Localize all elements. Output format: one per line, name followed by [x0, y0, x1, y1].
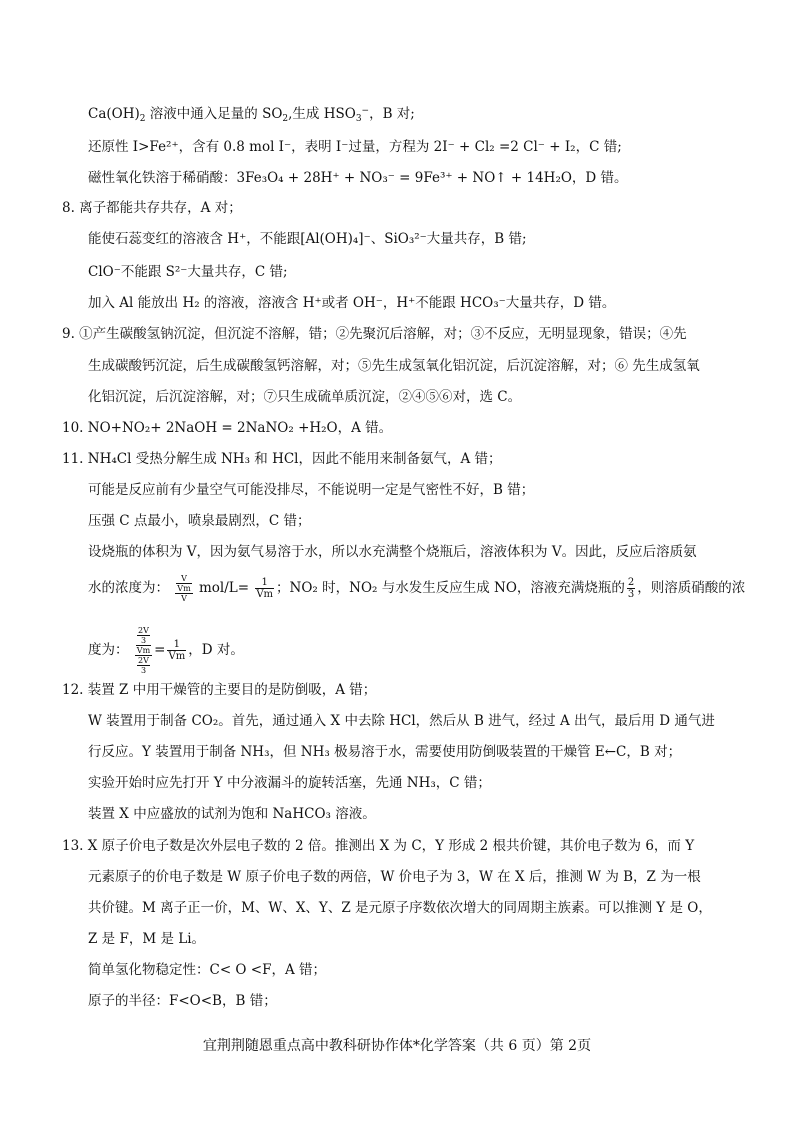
answer-9-line-2: 生成碳酸钙沉淀，后生成碳酸氢钙溶解，对；⑤先生成氢氧化铝沉淀，后沉淀溶解，对；⑥ 先生成氢氧 [88, 358, 700, 374]
answer-7-line-3: 磁性氧化铁溶于稀硝酸：3Fe₃O₄ + 28H⁺ + NO₃⁻ = 9Fe³⁺ + NO↑ + 14H₂O，D 错。 [88, 170, 628, 186]
answer-11-line-2: 可能是反应前有少量空气可能没排尽，不能说明一定是气密性不好，B 错； [88, 482, 535, 498]
answer-9-line-3: 化铝沉淀，后沉淀溶解，对；⑦只生成硫单质沉淀，②④⑤⑥对，选 C。 [88, 389, 522, 405]
answer-7-line-1: $Ca(OH)_2$ 溶液中通入足量的 $SO_2$,生成 $HSO_3^-$，B 对; [88, 106, 415, 124]
answer-13-line-2: 元素原子的价电子数是 W 原子价电子数的两倍，W 价电子为 3，W 在 X 后，推测 W 为 B，Z 为一根 [88, 869, 701, 885]
answer-8-line-3: ClO⁻不能跟 S²⁻大量共存，C 错; [88, 264, 288, 280]
fraction-2-over-3: $\frac{2}{3}$ [627, 577, 635, 600]
answer-12-line-1: 12. 装置 Z 中用干燥管的主要目的是防倒吸，A 错； [62, 682, 377, 698]
answer-8-line-4: 加入 Al 能放出 H₂ 的溶液，溶液含 H⁺或者 OH⁻，H⁺不能跟 HCO₃⁻大量共存，D 错。 [88, 295, 616, 311]
fraction-1-over-vm: $\frac{1}{Vm}$ [256, 577, 274, 600]
answer-11-line-3: 压强 C 点最小，喷泉最剧烈，C 错； [88, 513, 311, 529]
answer-13-line-6: 原子的半径：F<O<B，B 错； [88, 993, 277, 1009]
answer-10-line-1: 10. NO+NO₂+ 2NaOH = 2NaNO₂ +H₂O，A 错。 [62, 420, 393, 436]
fraction-1-over-vm-result: $\frac{1}{Vm}$ [168, 639, 186, 662]
answer-13-line-4: Z 是 F，M 是 Li。 [88, 931, 206, 947]
page-footer: 宜荆荆随恩重点高中教科研协作体*化学答案（共 6 页）第 2页 [202, 1038, 592, 1054]
answer-11-line-4: 设烧瓶的体积为 V，因为氨气易溶于水，所以水充满整个烧瓶后，溶液体积为 V。因此，反应后溶质氨 [88, 544, 697, 560]
answer-12-line-2: W 装置用于制备 CO₂。首先，通过通入 X 中去除 HCl，然后从 B 进气，经过 A 出气，最后用 D 通气进 [88, 713, 715, 729]
answer-11-line-5: 水的浓度为： V Vm V mol/L= $\frac{1}{Vm}$ ；NO₂ 时，NO₂ 与水发生反应生成 NO，溶液充满烧瓶的 $\frac{2}{3}$ ，则溶质硝酸的浓 [88, 574, 746, 603]
answer-8-line-1: 8. 离子都能共存共存，A 对； [62, 200, 242, 216]
answer-12-line-4: 实验开始时应先打开 Y 中分液漏斗的旋转活塞，先通 NH₃，C 错； [88, 775, 491, 791]
answer-13-line-1: 13. X 原子价电子数是次外层电子数的 2 倍。推测出 X 为 C，Y 形成 2 根共价键，其价电子数为 6，而 Y [62, 838, 695, 854]
answer-11-line-1: 11. NH₄Cl 受热分解生成 NH₃ 和 HCl，因此不能用来制备氨气，A 错； [62, 451, 502, 467]
fraction-v-over-vm-over-v: V Vm V [177, 574, 191, 603]
answer-13-line-3: 共价键。M 离子正一价，M、W、X、Y、Z 是元原子序数依次增大的同周期主族素。可以推测 Y 是 O， [88, 900, 712, 916]
answer-13-line-5: 简单氢化物稳定性：C< O <F，A 错； [88, 962, 327, 978]
fraction-nitric-acid-concentration: 2V 3 Vm $\frac{2V}{3}$ [136, 626, 151, 675]
answer-9-line-1: 9. ①产生碳酸氢钠沉淀，但沉淀不溶解，错；②先聚沉后溶解，对；③不反应，无明显现象，错误；④先 [62, 326, 687, 342]
answer-12-line-3: 行反应。Y 装置用于制备 NH₃，但 NH₃ 极易溶于水，需要使用防倒吸装置的干燥管 E←C，B 对； [88, 744, 682, 760]
answer-7-line-2: 还原性 I>Fe²⁺，含有 0.8 mol I⁻，表明 I⁻过量，方程为 2I⁻ + Cl₂ =2 Cl⁻ + I₂，C 错; [88, 139, 622, 155]
answer-12-line-5: 装置 X 中应盛放的试剂为饱和 NaHCO₃ 溶液。 [88, 806, 376, 822]
answer-8-line-2: 能使石蕊变红的溶液含 H⁺，不能跟[Al(OH)₄]⁻、SiO₃²⁻大量共存，B 错; [88, 231, 527, 247]
answer-11-line-6: 度为： 2V 3 Vm $\frac{2V}{3}$ = $\frac{1}{Vm}$ ，D 对。 [88, 626, 244, 675]
